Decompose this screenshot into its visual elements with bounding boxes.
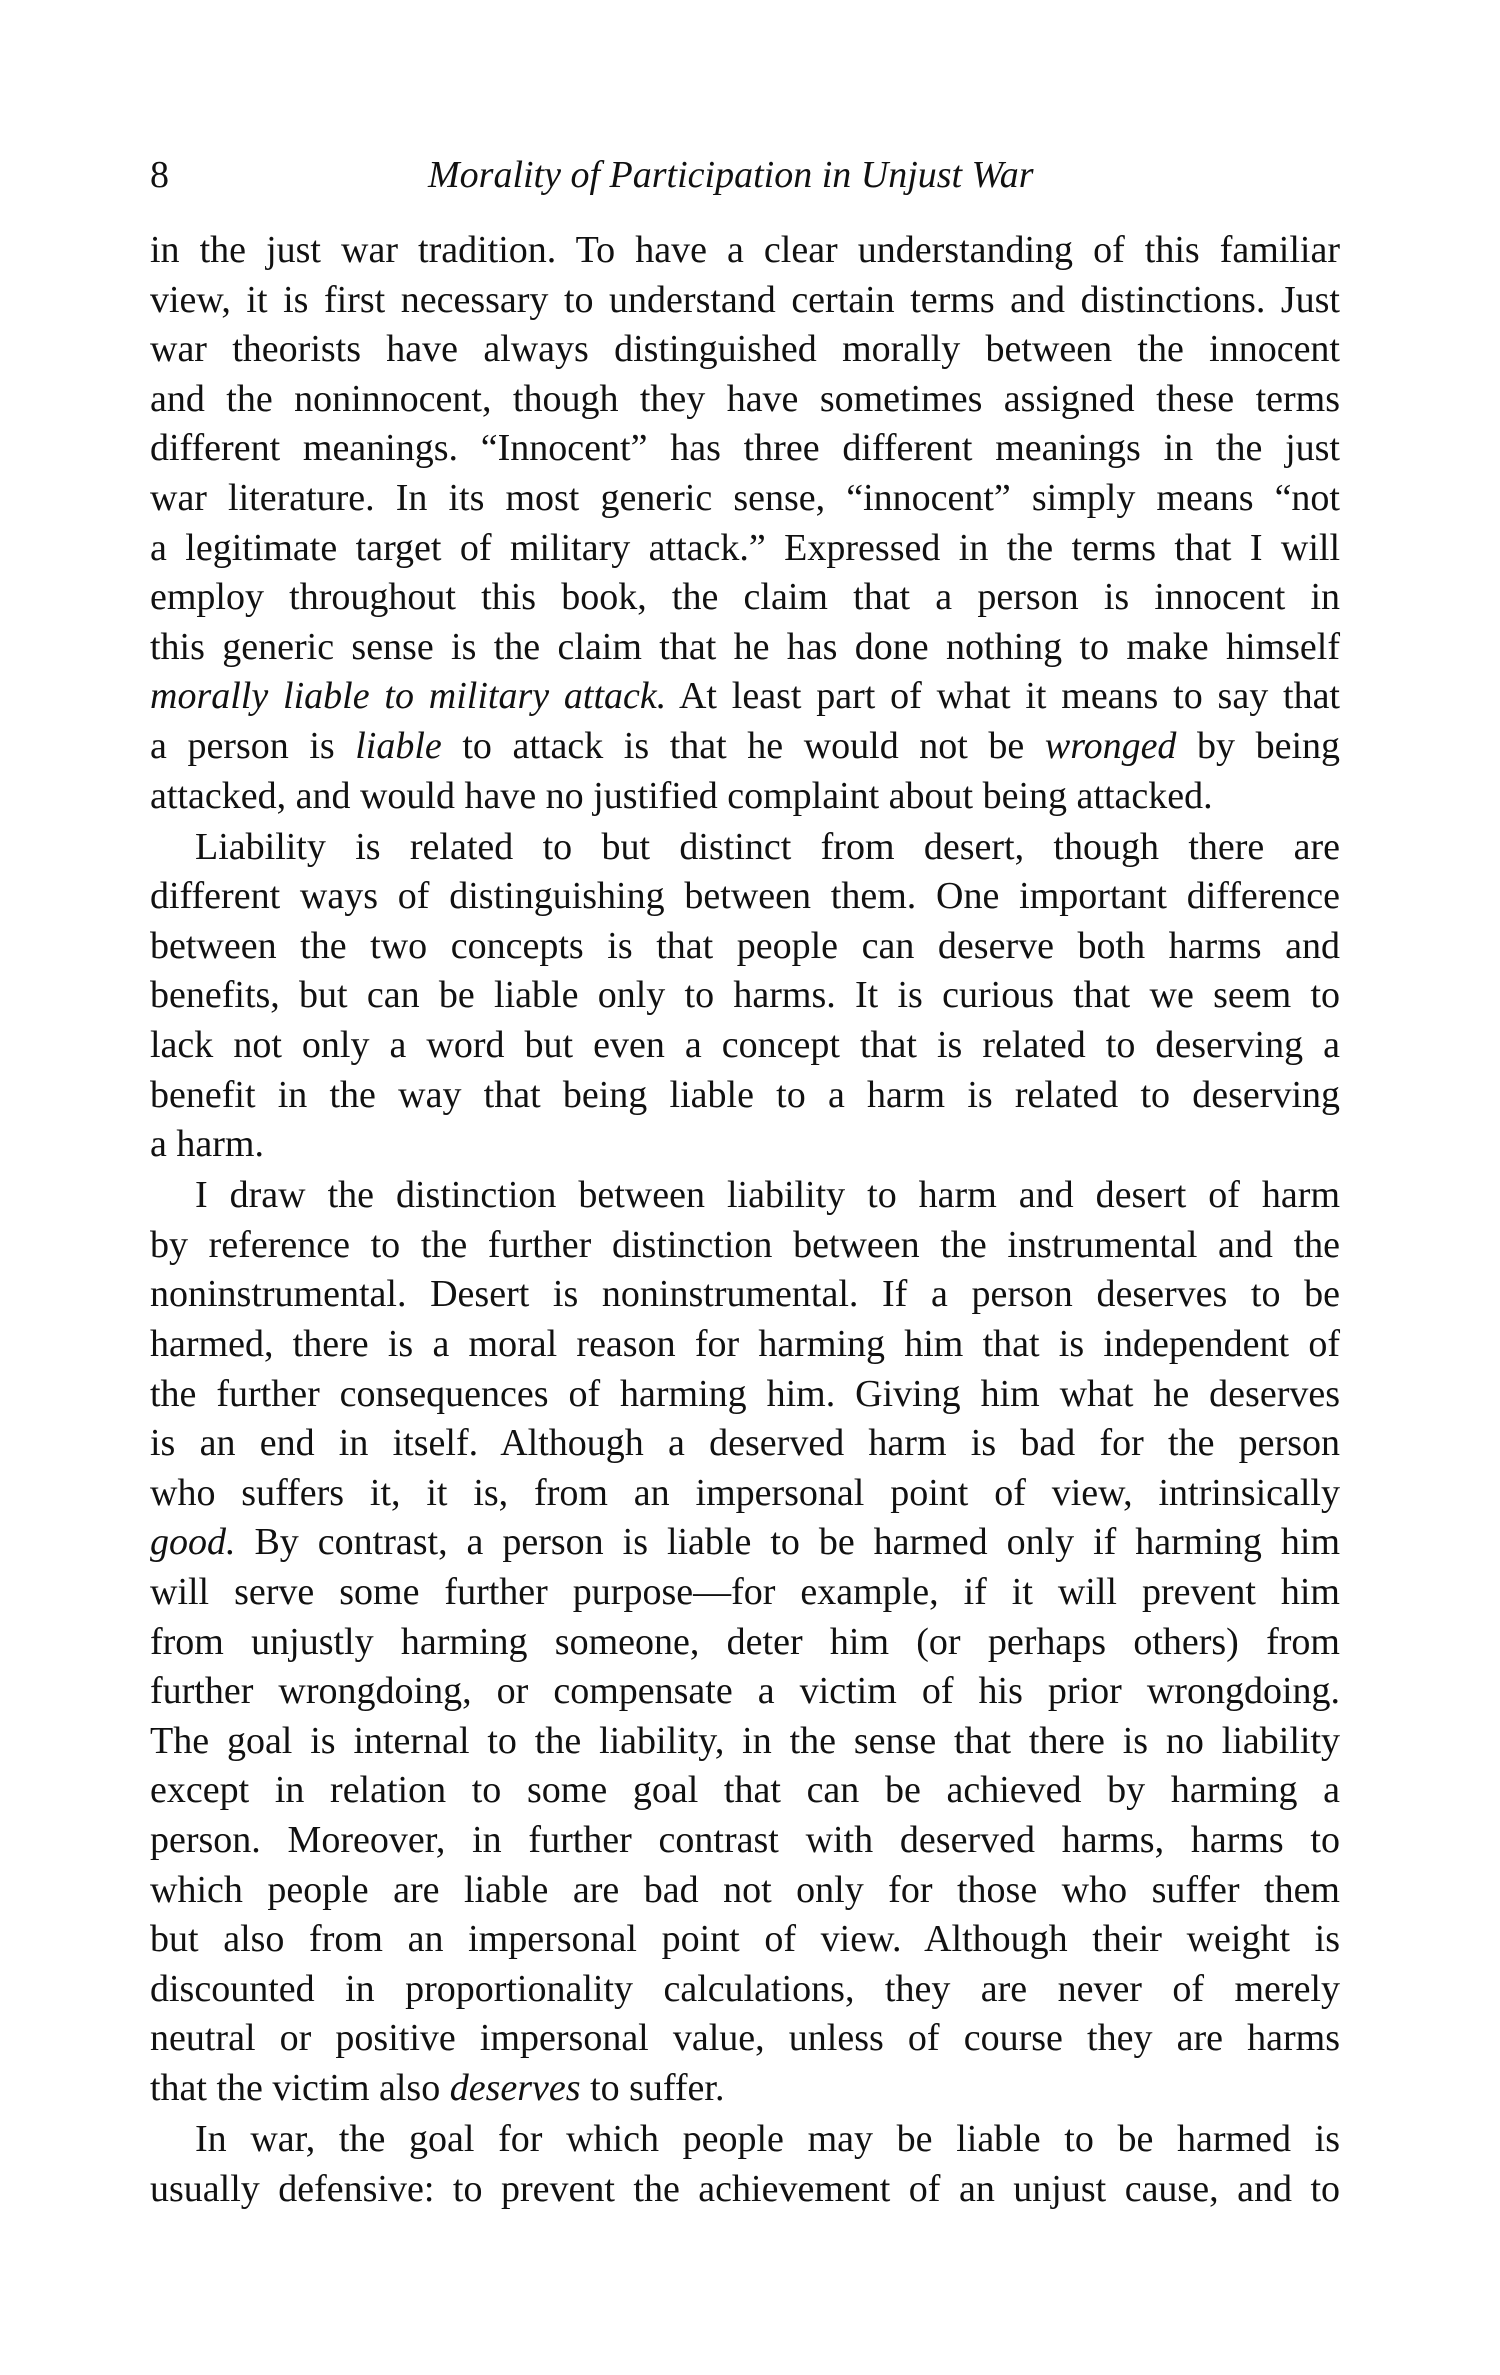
text-line: [150, 1171, 1340, 1221]
text-line: [150, 325, 1340, 375]
italic-text: deserves: [449, 2066, 581, 2109]
paragraph: [150, 226, 1340, 821]
text-segment: but also from an impersonal point of view. Although their weight is: [150, 1918, 1340, 1961]
text-segment: noninstrumental. Desert is noninstrumental. If a person deserves to be: [150, 1273, 1340, 1316]
text-line: [150, 672, 1340, 722]
text-segment: At least part of what it means to say that: [666, 675, 1340, 718]
text-segment: and the noninnocent, though they have sometimes assigned these terms: [150, 377, 1340, 420]
text-segment: discounted in proportionality calculations, they are never of merely: [150, 1967, 1340, 2010]
text-line: [150, 2064, 1340, 2114]
text-line: [150, 524, 1340, 574]
text-segment: lack not only a word but even a concept that is related to deserving a: [150, 1024, 1340, 1066]
text-line: [150, 1866, 1340, 1916]
text-line: [150, 1915, 1340, 1965]
text-segment: a person is: [150, 724, 356, 767]
text-line: [150, 1717, 1340, 1767]
italic-text: wronged: [1044, 724, 1177, 767]
text-segment: will serve some further purpose—for example, if it will prevent him: [150, 1571, 1340, 1614]
text-segment: view, it is first necessary to understand certain terms and distinctions. Just: [150, 278, 1340, 321]
text-segment: benefits, but can be liable only to harms. It is curious that we seem to: [150, 974, 1340, 1017]
text-line: [150, 1816, 1340, 1866]
text-segment: this generic sense is the claim that he has done nothing to make himself: [150, 625, 1340, 668]
text-line: [150, 1419, 1340, 1469]
text-segment: who suffers it, it is, from an impersonal point of view, intrinsically: [150, 1471, 1340, 1514]
text-segment: by being: [1176, 724, 1341, 767]
text-segment: the further consequences of harming him. Giving him what he deserves: [150, 1372, 1340, 1415]
text-segment: different ways of distinguishing between them. One important difference: [150, 875, 1340, 918]
running-head: [150, 150, 1340, 200]
text-line: [150, 1071, 1340, 1121]
text-segment: is an end in itself. Although a deserved harm is bad for the person: [150, 1422, 1340, 1465]
text-segment: a harm.: [150, 1123, 264, 1166]
text-line: [150, 424, 1340, 474]
text-line: [150, 1618, 1340, 1668]
text-segment: a legitimate target of military attack.” Expressed in the terms that I will: [150, 526, 1340, 569]
paragraph: [150, 823, 1340, 1170]
text-segment: to suffer.: [580, 2066, 725, 2109]
text-line: [150, 1469, 1340, 1519]
text-line: [150, 1965, 1340, 2015]
text-line: [150, 1021, 1340, 1071]
text-segment: by reference to the further distinction between the instrumental and the: [150, 1223, 1340, 1266]
text-segment: which people are liable are bad not only for those who suffer them: [150, 1868, 1340, 1911]
text-line: [150, 573, 1340, 623]
body-text: [150, 226, 1340, 2214]
running-title: Morality of Participation in Unjust War: [428, 154, 1034, 196]
page-number: 8: [150, 154, 169, 196]
italic-text: morally liable to military attack.: [150, 675, 667, 718]
text-line: [150, 1518, 1340, 1568]
text-line: [150, 2014, 1340, 2064]
italic-text: good.: [150, 1521, 236, 1564]
text-line: [150, 2115, 1340, 2165]
text-segment: attacked, and would have no justified complaint about being attacked.: [150, 774, 1213, 817]
text-segment: war literature. In its most generic sense, “innocent” simply means “not: [150, 476, 1340, 519]
text-segment: benefit in the way that being liable to a harm is related to deserving: [150, 1073, 1340, 1116]
text-line: [150, 1370, 1340, 1420]
text-line: [150, 971, 1340, 1021]
paragraph: [150, 1171, 1340, 2113]
text-line: [150, 1568, 1340, 1618]
text-line: [150, 722, 1340, 772]
text-segment: in the just war tradition. To have a clear understanding of this familiar: [150, 229, 1340, 271]
text-segment: between the two concepts is that people can deserve both harms and: [150, 924, 1340, 967]
text-segment: In war, the goal for which people may be liable to be harmed is: [195, 2118, 1340, 2161]
text-line: [150, 226, 1340, 276]
text-segment: person. Moreover, in further contrast with deserved harms, harms to: [150, 1819, 1340, 1861]
text-segment: usually defensive: to prevent the achievement of an unjust cause, and to: [150, 2167, 1340, 2210]
text-segment: further wrongdoing, or compensate a victim of his prior wrongdoing.: [150, 1670, 1340, 1713]
text-line: [150, 1270, 1340, 1320]
text-segment: By contrast, a person is liable to be harmed only if harming him: [235, 1521, 1340, 1564]
text-segment: employ throughout this book, the claim that a person is innocent in: [150, 576, 1340, 619]
text-segment: except in relation to some goal that can be achieved by harming a: [150, 1769, 1340, 1812]
italic-text: liable: [355, 724, 442, 767]
text-line: [150, 474, 1340, 524]
text-line: [150, 872, 1340, 922]
text-segment: different meanings. “Innocent” has three different meanings in the just: [150, 427, 1340, 470]
text-line: [150, 1221, 1340, 1271]
text-line: [150, 623, 1340, 673]
text-segment: The goal is internal to the liability, in the sense that there is no liability: [150, 1719, 1340, 1762]
text-segment: that the victim also: [150, 2066, 450, 2109]
text-line: [150, 276, 1340, 326]
text-line: [150, 2165, 1340, 2215]
text-line: [150, 1766, 1340, 1816]
text-segment: neutral or positive impersonal value, unless of course they are harms: [150, 2017, 1340, 2060]
text-line: [150, 922, 1340, 972]
text-line: [150, 1120, 1340, 1170]
text-segment: from unjustly harming someone, deter him (or perhaps others) from: [150, 1620, 1340, 1663]
text-line: [150, 1320, 1340, 1370]
text-line: [150, 375, 1340, 425]
text-line: [150, 823, 1340, 873]
text-segment: harmed, there is a moral reason for harming him that is independent of: [150, 1323, 1340, 1366]
text-segment: to attack is that he would not be: [441, 724, 1045, 767]
paragraph: [150, 2115, 1340, 2214]
text-line: [150, 1667, 1340, 1717]
text-segment: war theorists have always distinguished morally between the innocent: [150, 328, 1340, 371]
text-segment: Liability is related to but distinct from desert, though there are: [195, 825, 1340, 868]
text-segment: I draw the distinction between liability to harm and desert of harm: [195, 1174, 1340, 1217]
text-line: [150, 772, 1340, 822]
